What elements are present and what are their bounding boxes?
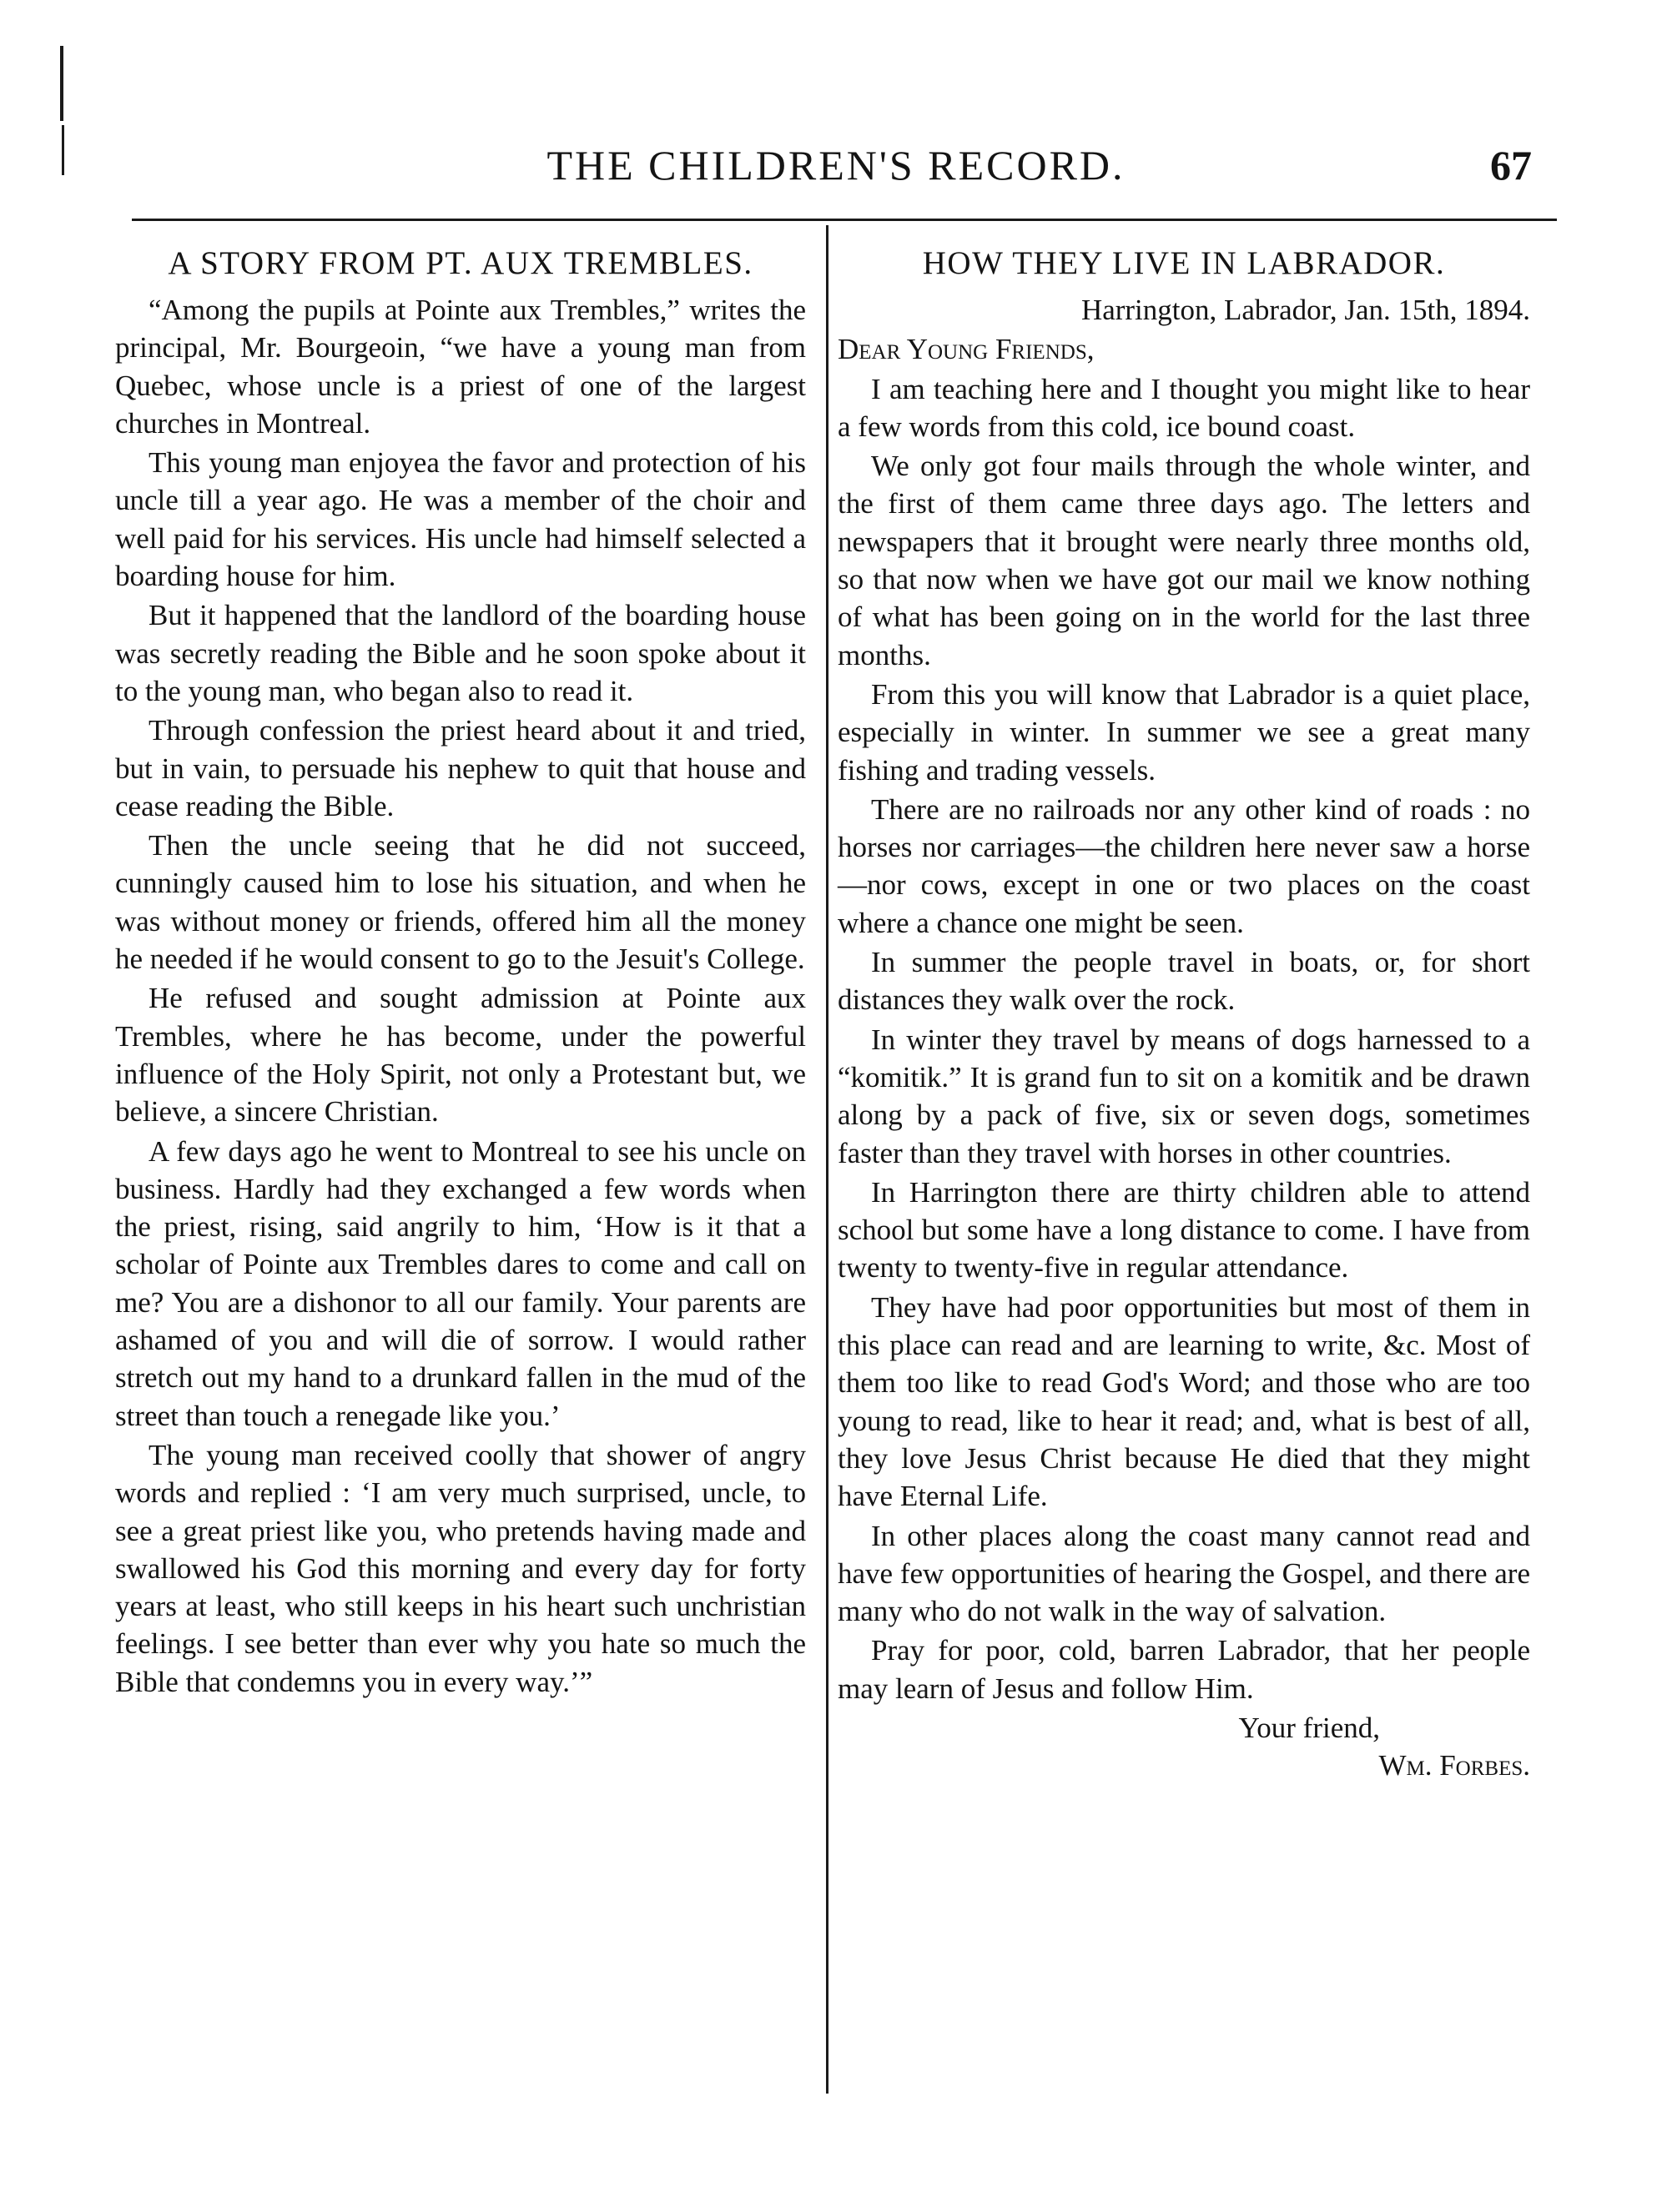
article-paragraph: In Harrington there are thirty children able to attend school but some have a long distance to come. I have from twenty to twenty-five in regular attendance.: [838, 1175, 1530, 1284]
left-column: [115, 238, 806, 1702]
header-rule: [132, 219, 1557, 221]
article-paragraph: He refused and sought admission at Pointe aux Trembles, where he has become, under the powerful influence of the Holy Spirit, not only a Protestant but, we believe, a sincere Christian.: [115, 982, 806, 1129]
salutation: Dear Young Friends,: [838, 333, 1095, 366]
page-number: 67: [1490, 142, 1532, 189]
closing: Your friend,: [1238, 1711, 1380, 1744]
article-paragraph: I am teaching here and I thought you might like to hear a few words from this cold, ice bound coast.: [838, 372, 1530, 443]
right-column: [838, 238, 1530, 1785]
article-paragraph: Pray for poor, cold, barren Labrador, that her people may learn of Jesus and follow Him.: [838, 1634, 1530, 1705]
signature: Wm. Forbes.: [1378, 1749, 1530, 1782]
article-paragraph: Through confession the priest heard about it and tried, but in vain, to persuade his nephew to quit that house and cease reading the Bible.: [115, 714, 806, 822]
article-paragraph: Then the uncle seeing that he did not succeed, cunningly caused him to lose his situation, and when he was without money or friends, offered him all the money he needed if he would consent to go to the Jesuit's College.: [115, 829, 806, 976]
article-paragraph: The young man received coolly that shower of angry words and replied : ‘I am very much surprised, uncle, to see a great priest like you, who pretends having made and swallowed his God this morning and every day for forty years at least, who still keeps in his heart such unchristian feelings. I see better than ever why you hate so much the Bible that condemns you in every way.’”: [115, 1438, 806, 1698]
article-paragraph: There are no railroads nor any other kind of roads : no horses nor carriages—the children here never saw a horse—nor cows, except in one or two places on the coast where a chance one might be seen.: [838, 792, 1530, 939]
article-paragraph: In summer the people travel in boats, or, for short distances they walk over the rock.: [838, 946, 1530, 1017]
running-header-title: THE CHILDREN'S RECORD.: [546, 142, 1126, 189]
column-divider: [826, 225, 828, 2094]
article-paragraph: But it happened that the landlord of the boarding house was secretly reading the Bible and he soon spoke about it to the young man, who began also to read it.: [115, 599, 806, 707]
margin-mark: [60, 46, 63, 121]
article-heading: HOW THEY LIVE IN LABRADOR.: [922, 245, 1446, 281]
dateline: Harrington, Labrador, Jan. 15th, 1894.: [1080, 294, 1530, 326]
article-paragraph: A few days ago he went to Montreal to see his uncle on business. Hardly had they exchanged a few words when the priest, rising, said angrily to him, ‘How is it that a scholar of Pointe aux Trembles dares to come and call on me? You are a dishonor to all our family. Your parents are ashamed of you and will die of sorrow. I would rather stretch out my hand to a drunkard fallen in the mud of the street than touch a renegade like you.’: [115, 1134, 806, 1432]
article-paragraph: “Among the pupils at Pointe aux Trembles,” writes the principal, Mr. Bourgeoin, “we have a young man from Quebec, whose uncle is a priest of one of the largest churches in Montreal.: [115, 294, 806, 440]
article-paragraph: They have had poor opportunities but most of them in this place can read and are learning to write, &c. Most of them too like to read God's Word; and those who are too young to read, like to hear it read; and, what is best of all, they love Jesus Christ because He died that they might have Eternal Life.: [838, 1290, 1530, 1513]
article-paragraph: This young man enjoyea the favor and protection of his uncle till a year ago. He was a member of the choir and well paid for his services. His uncle had himself selected a boarding house for him.: [115, 446, 806, 593]
article-paragraph: In winter they travel by means of dogs harnessed to a “komitik.” It is grand fun to sit on a komitik and be drawn along by a pack of five, six or seven dogs, sometimes faster than they travel with horses in other countries.: [838, 1023, 1530, 1169]
article-heading: A STORY FROM PT. AUX TREMBLES.: [168, 245, 753, 281]
article-paragraph: From this you will know that Labrador is a quiet place, especially in winter. In summer we see a great many fishing and trading vessels.: [838, 677, 1530, 787]
article-paragraph: We only got four mails through the whole winter, and the first of them came three days ago. The letters and newspapers that it brought were nearly three months old, so that now when we have got our mail we know nothing of what has been going on in the world for the last three months.: [838, 450, 1530, 671]
article-paragraph: In other places along the coast many cannot read and have few opportunities of hearing the Gospel, and there are many who do not walk in the way of salvation.: [838, 1519, 1530, 1628]
